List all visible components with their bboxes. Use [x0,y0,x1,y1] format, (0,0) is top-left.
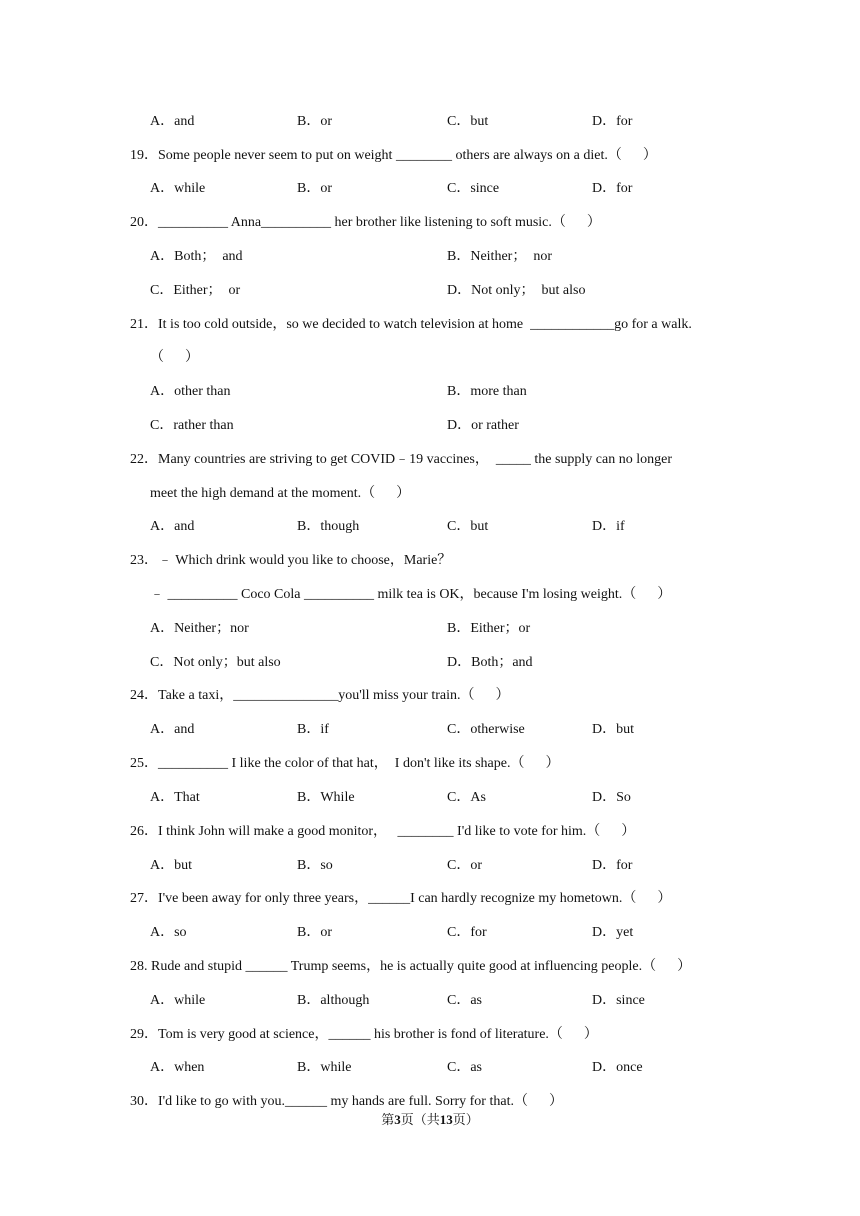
q25-option-d: D．So [592,790,631,805]
q25-option-b: B．While [297,790,355,805]
q24-option-d: D．but [592,722,634,737]
q28-option-b: B．although [297,993,370,1008]
q21-option-d: D．or rather [447,418,519,433]
q21-stem: 21．It is too cold outside，so we decided to watch television at home ____________go for a walk. [130,317,692,332]
q27-stem: 27．I've been away for only three years，______I can hardly recognize my hometown.（ ） [130,891,672,906]
q22-option-b: B．though [297,519,360,534]
q22-option-a: A．and [150,519,195,534]
q27-option-c: C．for [447,925,487,940]
footer-prefix: 第 [381,1112,395,1127]
q27-option-b: B．or [297,925,332,940]
q29-option-d: D．once [592,1060,643,1075]
q20-option-d: D．Not only； but also [447,283,586,298]
q26-option-a: A．but [150,858,192,873]
page-number: 3 [394,1112,401,1127]
q29-option-c: C．as [447,1060,482,1075]
q19-option-d: D．for [592,181,633,196]
q29-option-a: A．when [150,1060,205,1075]
page-footer [0,1112,860,1128]
q20-option-a: A．Both； and [150,249,243,264]
q29-stem: 29．Tom is very good at science，______ his brother is fond of literature.（ ） [130,1027,598,1042]
q22-stem-cont: meet the high demand at the moment.（ ） [150,486,411,501]
q28-option-a: A．while [150,993,206,1008]
q28-option-c: C．as [447,993,482,1008]
q26-option-d: D．for [592,858,633,873]
q24-option-a: A．and [150,722,195,737]
q22-stem: 22．Many countries are striving to get COVID﹣19 vaccines， _____ the supply can no longer [130,452,673,467]
q24-option-b: B．if [297,722,329,737]
q28-option-d: D．since [592,993,645,1008]
q23-option-d: D．Both；and [447,655,533,670]
q21-option-a: A．other than [150,384,231,399]
q25-option-c: C．As [447,790,486,805]
q18-option-d: D．for [592,114,633,129]
q28-stem: 28. Rude and stupid ______ Trump seems，he is actually quite good at influencing people.（ ） [130,959,692,974]
q24-option-c: C．otherwise [447,722,525,737]
q23-stem: 23．﹣ Which drink would you like to choose，Marie？ [130,553,452,568]
q23-option-a: A．Neither；nor [150,621,249,636]
q29-option-b: B．while [297,1060,352,1075]
q21-option-c: C．rather than [150,418,234,433]
q23-option-c: C．Not only；but also [150,655,281,670]
footer-mid: 页（共 [400,1112,440,1127]
q18-option-b: B．or [297,114,332,129]
page-total: 13 [439,1112,453,1127]
q19-option-a: A．while [150,181,206,196]
q27-option-a: A．so [150,925,187,940]
q19-option-b: B．or [297,181,332,196]
q19-stem: 19．Some people never seem to put on weight ________ others are always on a diet.（ ） [130,148,657,163]
q20-stem: 20．__________ Anna__________ her brother like listening to soft music.（ ） [130,215,601,230]
q21-option-b: B．more than [447,384,527,399]
q20-option-c: C．Either； or [150,283,241,298]
q19-option-c: C．since [447,181,500,196]
q21-stem-cont: （ ） [150,350,199,365]
q18-option-c: C．but [447,114,489,129]
q24-stem: 24．Take a taxi，_______________you'll miss your train.（ ） [130,688,510,703]
q27-option-d: D．yet [592,925,634,940]
q22-option-c: C．but [447,519,489,534]
q20-option-b: B．Neither； nor [447,249,552,264]
q26-option-c: C．or [447,858,482,873]
q18-option-a: A．and [150,114,195,129]
q25-option-a: A．That [150,790,200,805]
q22-option-d: D．if [592,519,625,534]
q30-stem: 30．I'd like to go with you.______ my hands are full. Sorry for that.（ ） [130,1094,563,1109]
q26-option-b: B．so [297,858,333,873]
q25-stem: 25．__________ I like the color of that hat， I don't like its shape.（ ） [130,756,560,771]
q23-stem-cont: ﹣ __________ Coco Cola __________ milk tea is OK，because I'm losing weight.（ ） [150,587,672,602]
q26-stem: 26．I think John will make a good monitor， ________ I'd like to vote for him.（ ） [130,824,636,839]
footer-suffix: 页） [452,1112,479,1127]
q23-option-b: B．Either；or [447,621,531,636]
